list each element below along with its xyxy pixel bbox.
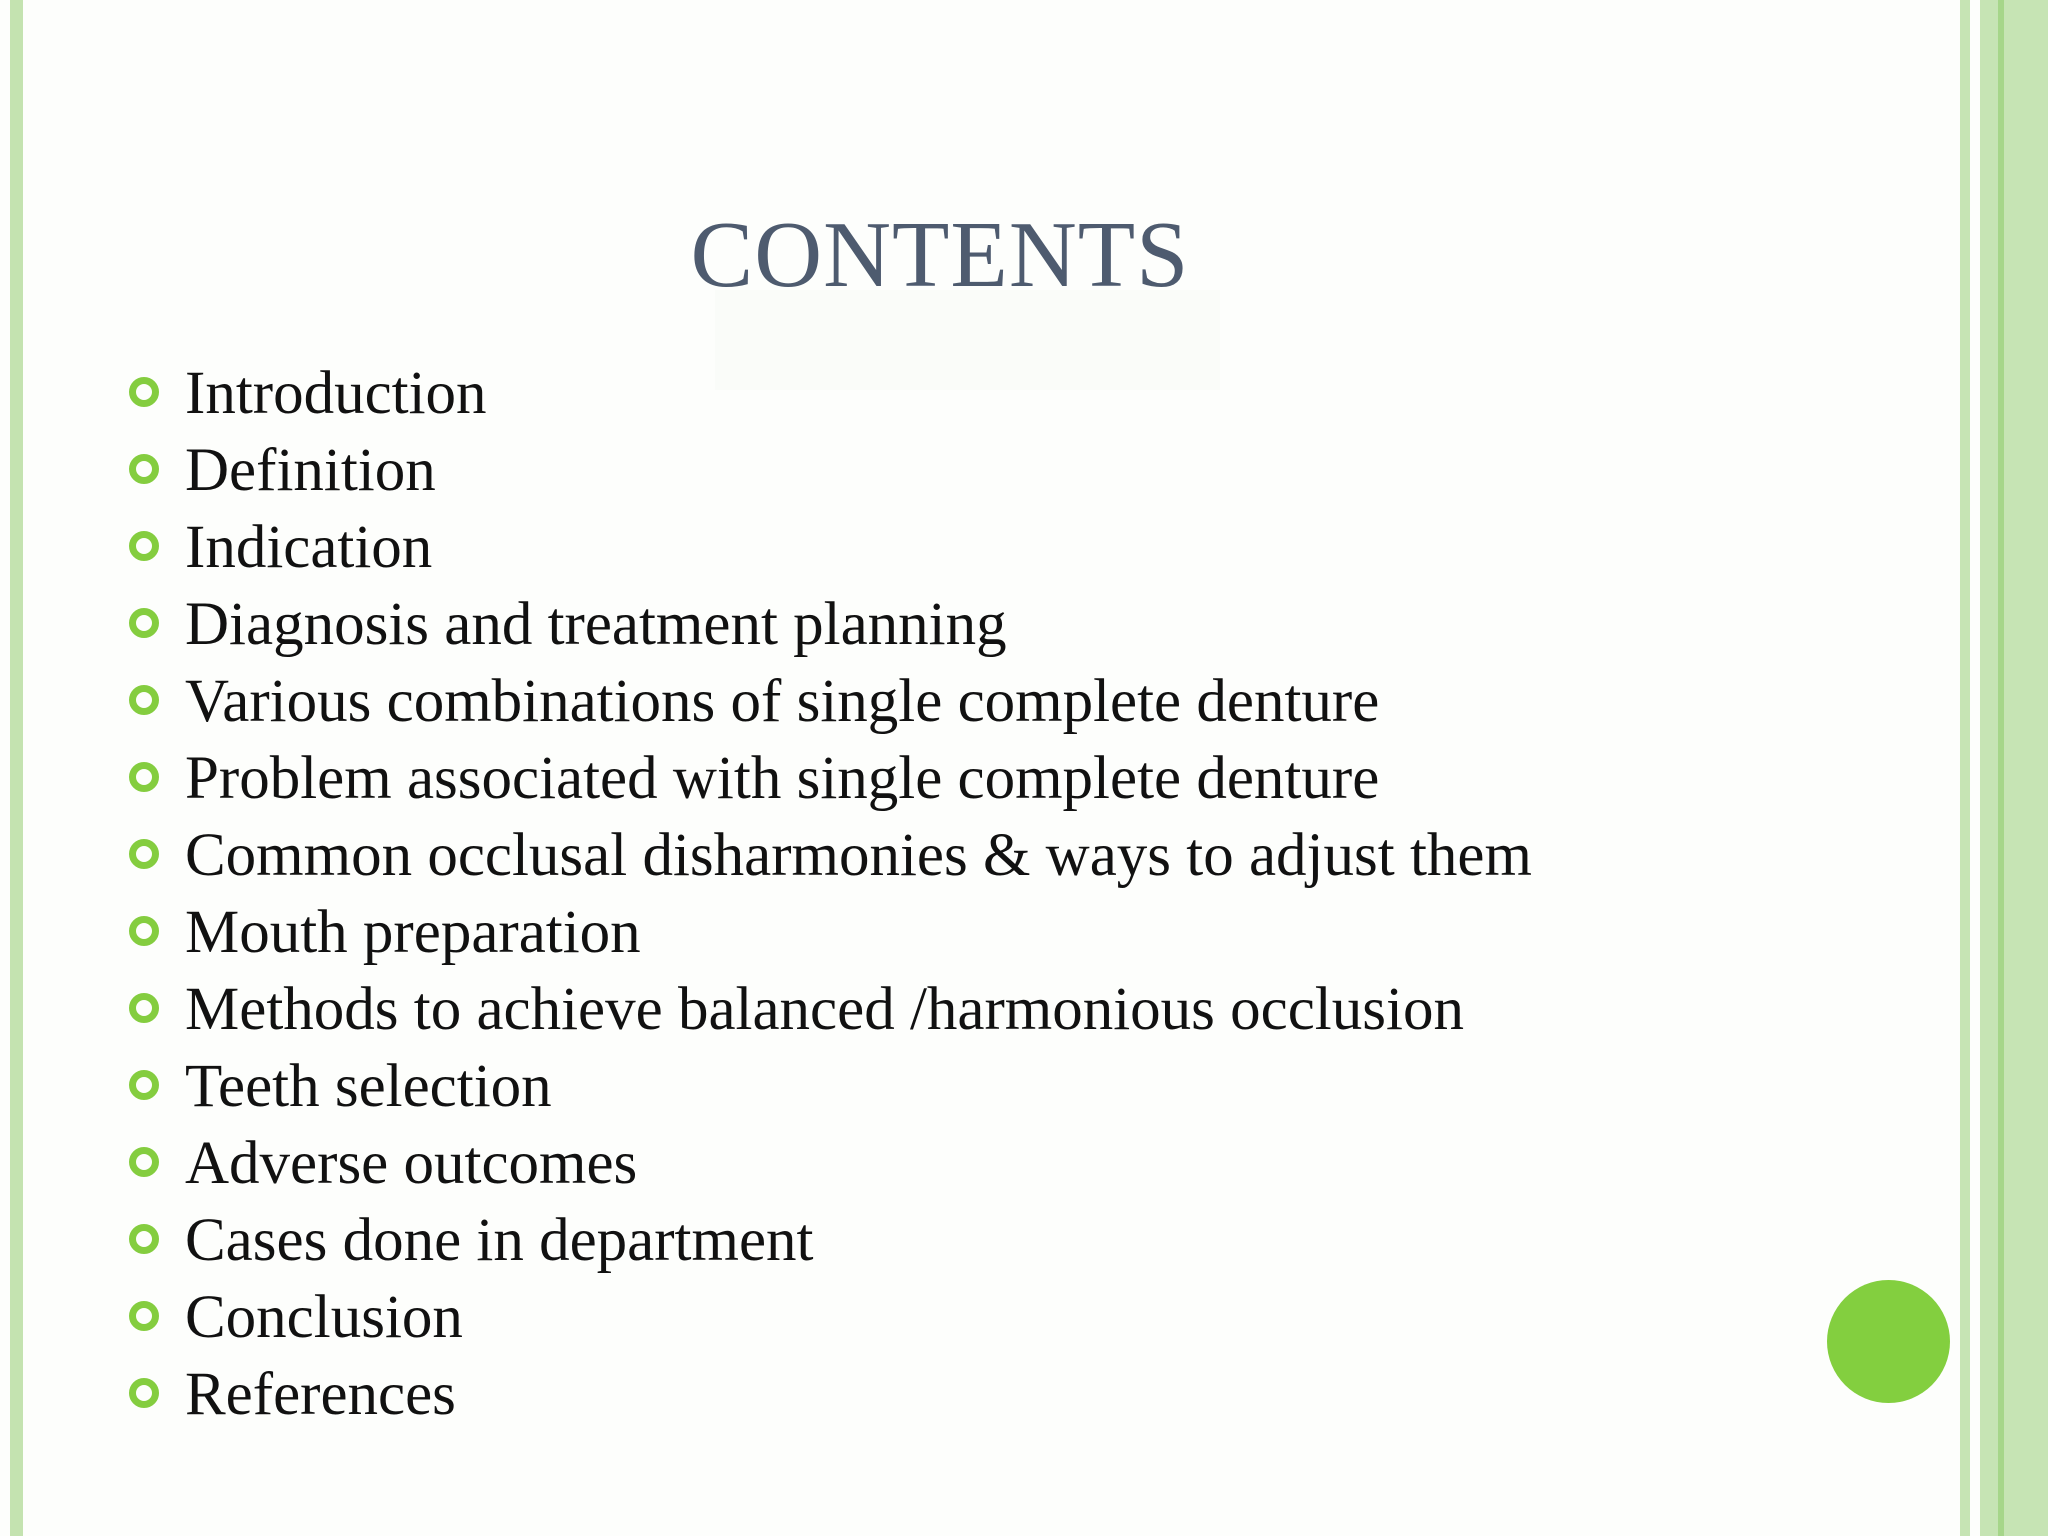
right-border-stripe bbox=[2004, 0, 2048, 1536]
circle-bullet-icon bbox=[129, 993, 159, 1023]
list-item bbox=[125, 817, 1532, 894]
circle-bullet-icon bbox=[129, 839, 159, 869]
right-border-stripe bbox=[1980, 0, 1998, 1536]
green-circle-decoration bbox=[1827, 1280, 1950, 1403]
list-item bbox=[125, 1356, 1532, 1433]
circle-bullet-icon bbox=[129, 685, 159, 715]
list-item-label: Introduction bbox=[185, 360, 487, 427]
list-item bbox=[125, 1125, 1532, 1202]
list-item-label: Common occlusal disharmonies & ways to adjust them bbox=[185, 822, 1532, 889]
list-item bbox=[125, 971, 1532, 1048]
list-item bbox=[125, 432, 1532, 509]
list-item bbox=[125, 1048, 1532, 1125]
list-item-label: Problem associated with single complete denture bbox=[185, 745, 1380, 812]
circle-bullet-icon bbox=[129, 377, 159, 407]
list-item-label: Cases done in department bbox=[185, 1207, 814, 1274]
circle-bullet-icon bbox=[129, 454, 159, 484]
list-item-label: Methods to achieve balanced /harmonious occlusion bbox=[185, 976, 1464, 1043]
list-item-label: Diagnosis and treatment planning bbox=[185, 591, 1007, 658]
list-item bbox=[125, 740, 1532, 817]
circle-bullet-icon bbox=[129, 762, 159, 792]
list-item-label: Teeth selection bbox=[185, 1053, 552, 1120]
list-item bbox=[125, 355, 1532, 432]
slide-title: CONTENTS bbox=[690, 203, 1190, 307]
list-item bbox=[125, 586, 1532, 663]
list-item-label: Adverse outcomes bbox=[185, 1130, 638, 1197]
list-item-label: Conclusion bbox=[185, 1284, 463, 1351]
list-item bbox=[125, 894, 1532, 971]
right-border-stripe bbox=[1960, 0, 1970, 1536]
list-item bbox=[125, 1279, 1532, 1356]
list-item-label: Various combinations of single complete denture bbox=[185, 668, 1380, 735]
list-item bbox=[125, 663, 1532, 740]
list-item-label: References bbox=[185, 1361, 456, 1428]
list-item bbox=[125, 1202, 1532, 1279]
circle-bullet-icon bbox=[129, 608, 159, 638]
contents-list bbox=[125, 355, 1532, 1433]
circle-bullet-icon bbox=[129, 531, 159, 561]
circle-bullet-icon bbox=[129, 1378, 159, 1408]
circle-bullet-icon bbox=[129, 1224, 159, 1254]
circle-bullet-icon bbox=[129, 1147, 159, 1177]
circle-bullet-icon bbox=[129, 1070, 159, 1100]
list-item-label: Mouth preparation bbox=[185, 899, 641, 966]
list-item bbox=[125, 509, 1532, 586]
circle-bullet-icon bbox=[129, 1301, 159, 1331]
list-item-label: Definition bbox=[185, 437, 436, 504]
list-item-label: Indication bbox=[185, 514, 433, 581]
circle-bullet-icon bbox=[129, 916, 159, 946]
